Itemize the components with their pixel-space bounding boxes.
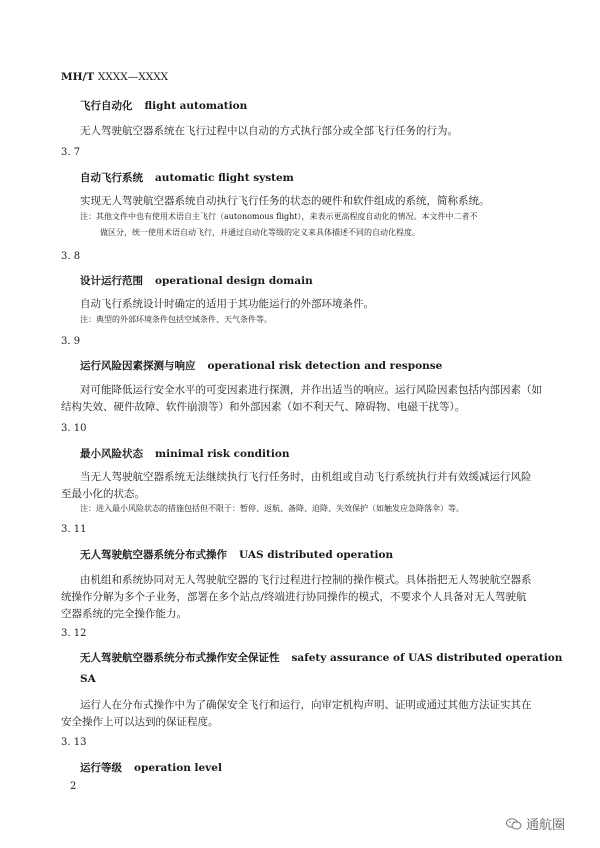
definition-line: 自动飞行系统设计时确定的适用于其功能运行的外部环境条件。 — [80, 298, 374, 310]
clause-number: 3. 9 — [61, 336, 81, 347]
definition-line: 安全操作上可以达到的保证程度。 — [61, 716, 219, 728]
term-zh: 自动飞行系统 — [80, 172, 143, 184]
term-zh: 最小风险状态 — [80, 448, 143, 460]
clause-number: 3. 10 — [61, 423, 87, 434]
definition-line: 对可能降低运行安全水平的可变因素进行探测，并作出适当的响应。运行风险因素包括内部因素（如 — [80, 384, 542, 396]
term-heading — [80, 273, 313, 288]
wechat-icon — [506, 818, 522, 830]
term-zh: 飞行自动化 — [80, 100, 133, 112]
term-heading — [80, 98, 247, 113]
term-en: safety assurance of UAS distributed operation — [291, 652, 563, 664]
watermark-text: 通航圈 — [526, 818, 566, 833]
term-abbreviation: SA — [80, 673, 96, 685]
term-en: automatic flight system — [155, 172, 294, 184]
term-zh: 运行风险因素探测与响应 — [80, 360, 196, 372]
standard-prefix: MH/T — [61, 71, 95, 83]
term-heading — [80, 358, 442, 373]
term-en: operational risk detection and response — [207, 360, 443, 372]
watermark — [506, 814, 565, 833]
term-zh: 无人驾驶航空器系统分布式操作 — [80, 549, 227, 561]
clause-number: 3. 13 — [61, 737, 87, 748]
page-number: 2 — [70, 781, 77, 792]
standard-code: XXXX—XXXX — [97, 71, 169, 83]
term-zh: 设计运行范围 — [80, 275, 143, 287]
definition-line: 无人驾驶航空器系统在飞行过程中以自动的方式执行部分或全部飞行任务的行为。 — [80, 125, 458, 137]
term-heading — [80, 170, 294, 185]
term-en: operational design domain — [155, 275, 313, 287]
term-zh: 运行等级 — [80, 762, 122, 774]
definition-line: 运行人在分布式操作中为了确保安全飞行和运行，向审定机构声明、证明或通过其他方法证实其在 — [80, 699, 532, 711]
term-heading — [80, 547, 393, 562]
note-line: 做区分，统一使用术语自动飞行，并通过自动化等级的定义来具体描述不同的自动化程度。 — [100, 228, 420, 237]
note-line: 注：其他文件中也有使用术语自主飞行（autonomous flight），来表示更高程度自动化的情况。本文件中二者不 — [80, 212, 478, 221]
document-header — [61, 71, 168, 83]
definition-line: 由机组和系统协同对无人驾驶航空器的飞行过程进行控制的操作模式。具体指把无人驾驶航空器系 — [80, 574, 532, 586]
term-heading — [80, 650, 562, 665]
term-en: minimal risk condition — [155, 448, 290, 460]
definition-line: 至最小化的状态。 — [61, 488, 145, 500]
definition-line: 结构失效、硬件故障、软件崩溃等）和外部因素（如不利天气、障碍物、电磁干扰等）。 — [61, 401, 466, 413]
term-zh: 无人驾驶航空器系统分布式操作安全保证性 — [80, 652, 280, 664]
clause-number: 3. 12 — [61, 628, 87, 639]
note-line: 注：典型的外部环境条件包括空域条件、天气条件等。 — [80, 315, 272, 324]
term-heading — [80, 760, 222, 775]
clause-number: 3. 8 — [61, 251, 81, 262]
term-en: flight automation — [144, 100, 248, 112]
term-en: UAS distributed operation — [239, 549, 394, 561]
term-heading — [80, 446, 289, 461]
definition-line: 统操作分解为多个子业务，部署在多个站点/终端进行协同操作的模式，不要求个人具备对无人驾驶航 — [61, 591, 527, 603]
note-line: 注：进入最小风险状态的措施包括但不限于：暂停、返航、备降、迫降、失效保护（如触发应急降落伞）等。 — [80, 504, 464, 513]
clause-number: 3. 7 — [61, 147, 81, 158]
definition-line: 当无人驾驶航空器系统无法继续执行飞行任务时，由机组或自动飞行系统执行并有效缓减运行风险 — [80, 471, 532, 483]
clause-number: 3. 11 — [61, 524, 87, 535]
definition-line: 空器系统的完全操作能力。 — [61, 608, 187, 620]
definition-line: 实现无人驾驶航空器系统自动执行飞行任务的状态的硬件和软件组成的系统，简称系统。 — [80, 195, 490, 207]
term-en: operation level — [134, 762, 222, 774]
